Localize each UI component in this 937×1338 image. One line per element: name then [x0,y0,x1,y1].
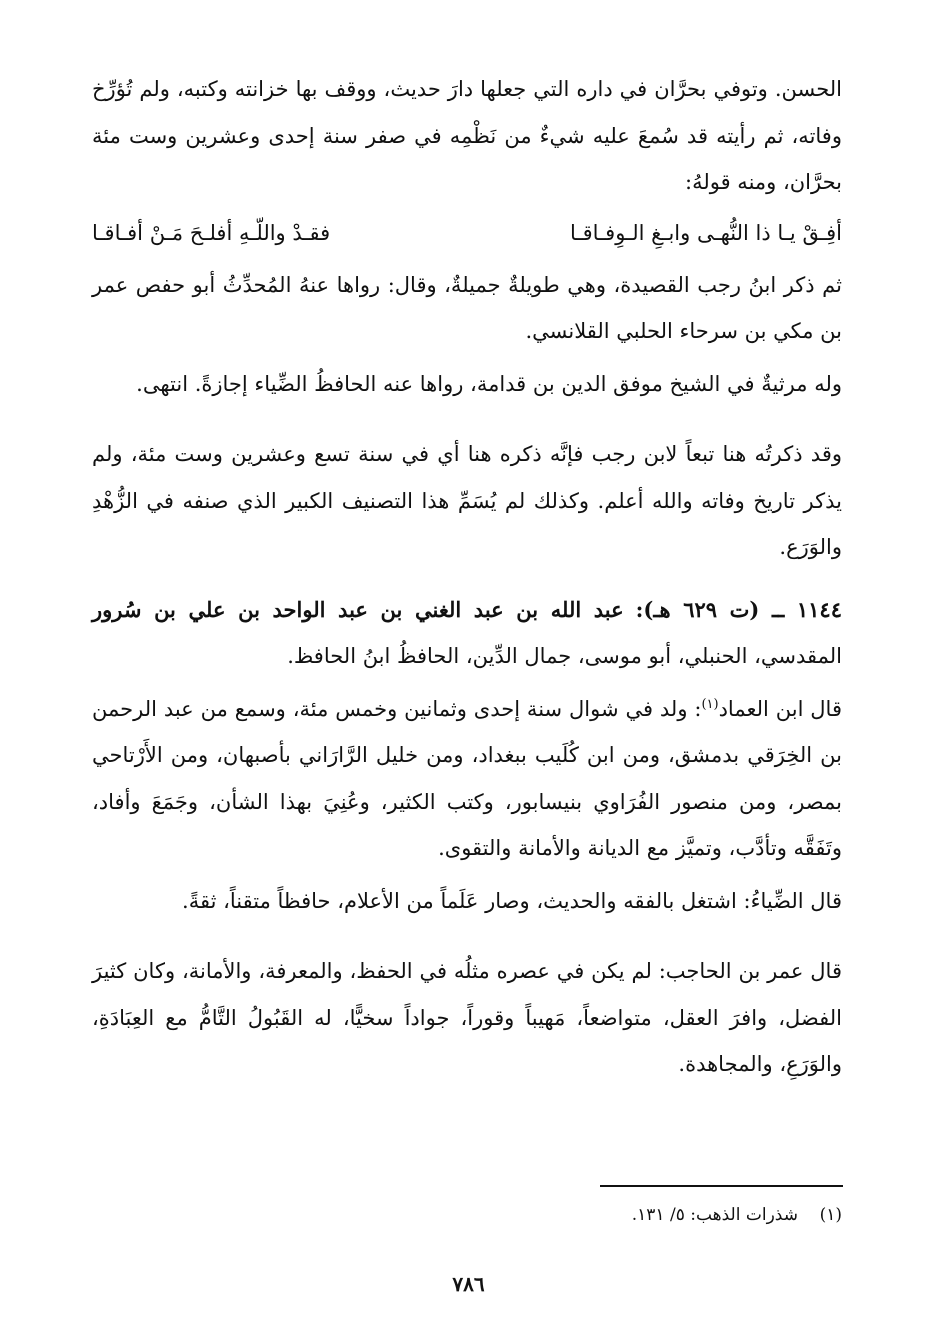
paragraph-8: قال عمر بن الحاجب: لم يكن في عصره مثلُه في الحفظ، والمعرفة، والأمانة، وكان كثيرَ الفضل، وافرَ العقل، متواضعاً، مَهيباً وقوراً، جواداً سخيًّا، له القَبُولُ التَّامُّ مع العِبَادَةِ، والوَرَعِ، والمجاهدة. [92,959,842,1076]
quote-source: قال ابن العماد [718,696,842,721]
entry-number-date: ١١٤٤ ــ (ت ٦٢٩ هـ): [635,596,842,622]
paragraph-6 [92,686,842,872]
entry-name: عبد الله بن عبد الغني بن عبد الواحد بن علي بن سُرور [92,596,624,622]
biography-entry-heading [92,587,842,680]
verse-second-hemistich: فقـدْ واللّـهِ أفلـحَ مَـنْ أفـاقـا [92,220,331,245]
verse-first-hemistich: أفِـقْ يـا ذا النُّهـى وابـغِ الـوِفـاقـا [570,220,842,245]
footnote-number: (١) [819,1205,842,1225]
poetry-verse [92,210,842,256]
paragraph-3: وله مرثيةٌ في الشيخ موفق الدين بن قدامة، رواها عنه الحافظُ الضِّياء إجازةً. انتهى. [136,371,842,396]
page-number: ٧٨٦ [452,1272,485,1296]
page-body [92,66,842,1088]
footnote-reference[interactable]: (١) [701,696,719,712]
paragraph-7: قال الضِّياءُ: اشتغل بالفقه والحديث، وصار عَلَماً من الأعلام، حافظاً متقناً، ثقةً. [182,888,842,913]
footnote-divider [600,1185,843,1187]
paragraph-6-text: : ولد في شوال سنة إحدى وثمانين وخمس مئة، وسمع من عبد الرحمن بن الخِرَقي بدمشق، ومن ابن كُلَيب ببغداد، ومن خليل الرَّارَاني بأصبهان، ومن الأَرْتاحي بمصر، ومن منصور الفُرَاوي بنيسابور، وكتب الكثير، وعُنِيَ بهذا الشأن، وجَمَعَ وأفاد، وتَفَقَّه وتأدَّب، وتميَّز مع الديانة والأمانة والتقوى. [92,696,842,860]
paragraph-2: ثم ذكر ابنُ رجب القصيدة، وهي طويلةٌ جميلةٌ، وقال: رواها عنهُ المُحدِّثُ أبو حفص عمر بن مكي بن سرحاء الحلبي القلانسي. [92,272,842,343]
entry-name-rest: المقدسي، الحنبلي، أبو موسى، جمال الدِّين، الحافظُ ابنُ الحافظ. [287,644,842,668]
paragraph-4: وقد ذكرتُه هنا تبعاً لابن رجب فإنَّه ذكره هنا أي في سنة تسع وعشرين وست مئة، ولم يذكر تاريخ وفاته والله أعلم. وكذلك لم يُسَمِّ هذا التصنيف الكبير الذي صنفه في الزُّهْدِ والوَرَع. [92,442,842,559]
footnote-text: شذرات الذهب: ٥/ ١٣١. [631,1205,798,1225]
footnote [632,1205,842,1225]
paragraph-1: الحسن. وتوفي بحرَّان في داره التي جعلها دارَ حديث، ووقف بها خزانته وكتبه، ولم تُؤرِّخ وفاته، ثم رأيته قد سُمعَ عليه شيءٌ من نَظْمِه في صفر سنة إحدى وعشرين وست مئة بحرَّان، ومنه قولهُ: [92,77,842,194]
